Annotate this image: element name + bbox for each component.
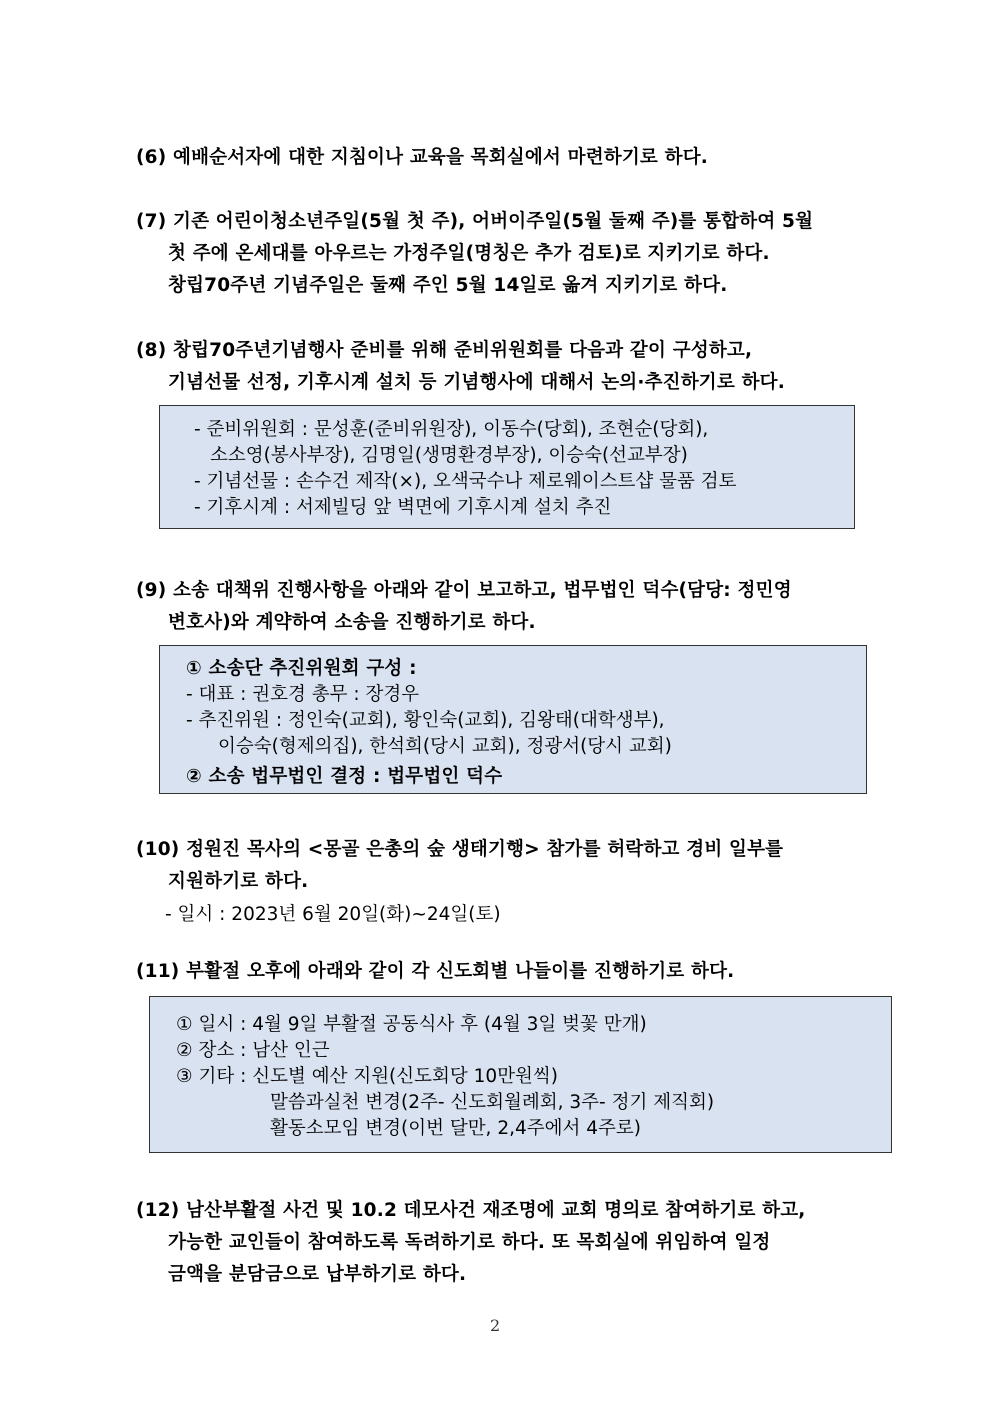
page-number: 2 — [490, 1316, 501, 1335]
item-10-line-1: (10) 정원진 목사의 <몽골 은총의 숲 생태기행> 참가를 허락하고 경비 일부를 — [136, 839, 784, 860]
box-11-line-2: ② 장소 : 남산 인근 — [176, 1040, 330, 1061]
preparation-committee-box — [159, 405, 855, 529]
lawsuit-committee-box — [159, 645, 867, 794]
box-8-line-2: 소소영(봉사부장), 김명일(생명환경부장), 이승숙(선교부장) — [210, 445, 688, 466]
item-10-line-2: 지원하기로 하다. — [168, 871, 309, 892]
box-11-line-5: 활동소모임 변경(이번 달만, 2,4주에서 4주로) — [270, 1118, 641, 1139]
item-12-line-3: 금액을 분담금으로 납부하기로 하다. — [168, 1264, 467, 1285]
item-7-line-2: 첫 주에 온세대를 아우르는 가정주일(명칭은 추가 검토)로 지키기로 하다. — [168, 243, 770, 264]
box-8-line-1: - 준비위원회 : 문성훈(준비위원장), 이동수(당회), 조현순(당회), — [194, 419, 709, 440]
item-11-line-1: (11) 부활절 오후에 아래와 같이 각 신도회별 나들이를 진행하기로 하다. — [136, 961, 735, 982]
item-7-line-1: (7) 기존 어린이청소년주일(5월 첫 주), 어버이주일(5월 둘째 주)를 통합하여 5월 — [136, 211, 814, 232]
box-9-heading-1: ① 소송단 추진위원회 구성 : — [186, 658, 417, 679]
item-8-line-2: 기념선물 선정, 기후시계 설치 등 기념행사에 대해서 논의·추진하기로 하다. — [168, 372, 785, 393]
item-12-line-1: (12) 남산부활절 사건 및 10.2 데모사건 재조명에 교회 명의로 참여하기로 하고, — [136, 1200, 806, 1221]
item-6-line-1: (6) 예배순서자에 대한 지침이나 교육을 목회실에서 마련하기로 하다. — [136, 147, 709, 168]
box-9-heading-2: ② 소송 법무법인 결정 : 법무법인 덕수 — [186, 766, 503, 787]
box-9-row-1: - 대표 : 권호경 총무 : 장경우 — [186, 684, 420, 705]
item-10-schedule: - 일시 : 2023년 6월 20일(화)~24일(토) — [165, 904, 501, 925]
item-12-line-2: 가능한 교인들이 참여하도록 독려하기로 하다. 또 목회실에 위임하여 일정 — [168, 1232, 771, 1253]
box-11-line-4: 말씀과실천 변경(2주- 신도회월례회, 3주- 정기 제직회) — [270, 1092, 715, 1113]
item-9-line-1: (9) 소송 대책위 진행사항을 아래와 같이 보고하고, 법무법인 덕수(담당: 정민영 — [136, 580, 792, 601]
item-8-line-1: (8) 창립70주년기념행사 준비를 위해 준비위원회를 다음과 같이 구성하고, — [136, 340, 753, 361]
outing-box — [149, 996, 892, 1153]
box-11-line-3: ③ 기타 : 신도별 예산 지원(신도회당 10만원씩) — [176, 1066, 559, 1087]
box-8-line-3: - 기념선물 : 손수건 제작(×), 오색국수나 제로웨이스트샵 물품 검토 — [194, 471, 737, 492]
box-8-line-4: - 기후시계 : 서제빌딩 앞 벽면에 기후시계 설치 추진 — [194, 497, 612, 518]
box-9-row-2: - 추진위원 : 정인숙(교회), 황인숙(교회), 김왕태(대학생부), — [186, 710, 665, 731]
box-11-line-1: ① 일시 : 4월 9일 부활절 공동식사 후 (4월 3일 벚꽃 만개) — [176, 1014, 647, 1035]
item-9-line-2: 변호사)와 계약하여 소송을 진행하기로 하다. — [168, 612, 536, 633]
item-7-line-3: 창립70주년 기념주일은 둘째 주인 5월 14일로 옮겨 지키기로 하다. — [168, 275, 728, 296]
box-9-row-3: 이승숙(형제의집), 한석희(당시 교회), 정광서(당시 교회) — [218, 736, 672, 757]
